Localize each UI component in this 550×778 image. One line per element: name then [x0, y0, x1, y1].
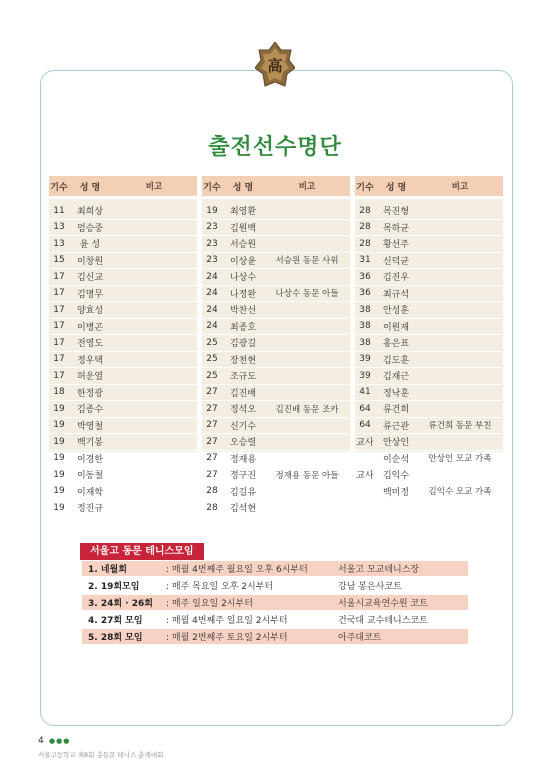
roster-row: [355, 319, 503, 336]
row-gen: 31: [359, 255, 371, 266]
row-gen: 17: [53, 271, 65, 282]
roster-row: [202, 500, 350, 517]
roster-row: [202, 203, 350, 220]
row-name: 백미정: [382, 487, 410, 498]
row-gen: 28: [206, 502, 218, 513]
row-name: 김종수: [76, 405, 104, 416]
row-name: 박영철: [76, 421, 104, 432]
row-gen: 17: [53, 370, 65, 381]
page-dots: ●●●: [49, 737, 71, 745]
row-name: 이경한: [76, 454, 104, 465]
roster-row: [355, 335, 503, 352]
clubs-section-label: 서울고 동문 테니스모임: [80, 543, 204, 560]
row-gen: 17: [53, 321, 65, 332]
roster-row: [49, 253, 197, 270]
row-name: 박찬선: [229, 306, 257, 317]
row-name: 김진배: [229, 388, 257, 399]
row-name: 최종호: [229, 322, 257, 333]
row-gen: 19: [53, 486, 65, 497]
roster-row: [49, 352, 197, 369]
header-note: 비고: [145, 182, 163, 192]
roster-row: [202, 418, 350, 435]
row-gen: 24: [206, 304, 218, 315]
row-note: 류건희 동문 부친: [428, 421, 492, 432]
club-place: 서울시교육연수원 코트: [338, 599, 428, 609]
club-row: [82, 578, 468, 593]
row-gen: 36: [359, 288, 371, 299]
row-gen: 15: [53, 255, 65, 266]
row-gen: 36: [359, 271, 371, 282]
row-name: 김신교: [76, 273, 104, 284]
header-gen: 기수: [203, 182, 221, 193]
roster-row: [355, 203, 503, 220]
roster-row: [202, 302, 350, 319]
club-name: 5. 28회 모임: [88, 633, 143, 643]
club-place: 건국대 교수테니스코트: [338, 616, 428, 626]
row-gen: 19: [53, 420, 65, 431]
row-gen: 27: [206, 453, 218, 464]
roster-row: [49, 220, 197, 237]
row-gen: 17: [53, 354, 65, 365]
row-name: 최희상: [76, 207, 104, 218]
row-gen: 38: [359, 321, 371, 332]
roster-column-body: [49, 199, 197, 515]
roster-column: [355, 176, 503, 498]
row-gen: 19: [53, 436, 65, 447]
row-gen: 교사: [356, 438, 374, 449]
row-gen: 27: [206, 469, 218, 480]
row-gen: 28: [359, 222, 371, 233]
roster-row: [202, 368, 350, 385]
row-name: 홍은표: [382, 339, 410, 350]
header-note: 비고: [451, 182, 469, 192]
roster-column: [49, 176, 197, 515]
roster-row: [355, 269, 503, 286]
roster-row: [202, 352, 350, 369]
row-name: 정우택: [76, 355, 104, 366]
club-name: 2. 19회모임: [88, 582, 140, 592]
row-gen: 23: [206, 255, 218, 266]
row-gen: 19: [206, 205, 218, 216]
row-name: 양효성: [76, 306, 104, 317]
row-gen: 교사: [356, 471, 374, 482]
roster-row: [202, 467, 350, 484]
row-gen: 27: [206, 436, 218, 447]
row-name: 서승원: [229, 240, 257, 251]
roster-row: [49, 286, 197, 303]
roster-row: [355, 236, 503, 253]
row-name: 한정광: [76, 388, 104, 399]
roster-row: [49, 335, 197, 352]
school-emblem-icon: [255, 42, 295, 90]
roster-row: [355, 467, 503, 484]
row-gen: 17: [53, 337, 65, 348]
roster-row: [355, 220, 503, 237]
row-name: 김재근: [382, 372, 410, 383]
roster-row: [49, 434, 197, 451]
roster-column-header: [355, 176, 503, 196]
roster-row: [202, 236, 350, 253]
club-schedule: : 매월 4번째주 월요일 오후 6시부터: [166, 565, 308, 575]
row-gen: 17: [53, 288, 65, 299]
row-name: 허운열: [76, 372, 104, 383]
row-name: 김원백: [229, 223, 257, 234]
row-name: 정석오: [229, 405, 257, 416]
row-gen: 64: [359, 420, 371, 431]
row-gen: 19: [53, 469, 65, 480]
roster-row: [49, 269, 197, 286]
roster-row: [202, 401, 350, 418]
row-note: 김익수 모교 가족: [428, 487, 492, 498]
row-name: 정재용: [229, 454, 257, 465]
row-gen: 41: [359, 387, 371, 398]
club-row: [82, 612, 468, 627]
row-gen: 27: [206, 420, 218, 431]
roster-row: [49, 302, 197, 319]
roster-row: [355, 451, 503, 468]
row-name: 이상윤: [229, 256, 257, 267]
row-gen: 25: [206, 337, 218, 348]
row-name: 안상인: [382, 438, 410, 449]
club-row: [82, 561, 468, 576]
row-gen: 27: [206, 387, 218, 398]
row-name: 황선주: [382, 240, 410, 251]
page-number: 4: [38, 736, 44, 746]
roster-row: [202, 220, 350, 237]
row-gen: 24: [206, 288, 218, 299]
row-name: 이동철: [76, 471, 104, 482]
clubs-list: [82, 561, 468, 646]
row-name: 김길유: [229, 487, 257, 498]
roster-row: [355, 385, 503, 402]
roster-column-header: [49, 176, 197, 196]
club-place: 아주대코트: [338, 633, 382, 643]
roster-row: [49, 401, 197, 418]
row-name: 윤 성: [79, 240, 101, 251]
roster-row: [202, 335, 350, 352]
row-gen: 28: [206, 486, 218, 497]
row-name: 전영도: [76, 339, 104, 350]
row-name: 정낙훈: [382, 388, 410, 399]
footer-text: 서울고등학교 제8회 총동문 테니스 춘계대회: [38, 751, 164, 759]
roster-row: [202, 253, 350, 270]
row-name: 이재학: [76, 487, 104, 498]
row-name: 이원재: [382, 322, 410, 333]
row-gen: 18: [53, 387, 65, 398]
emblem-char: 高: [267, 57, 283, 75]
roster-row: [49, 319, 197, 336]
row-note: 김진배 동문 조카: [275, 404, 339, 415]
row-name: 최규석: [382, 289, 410, 300]
roster-row: [49, 203, 197, 220]
roster-row: [202, 319, 350, 336]
roster-column-header: [202, 176, 350, 196]
roster-row: [202, 451, 350, 468]
roster-row: [355, 302, 503, 319]
roster-column-body: [355, 199, 503, 498]
row-gen: 25: [206, 370, 218, 381]
row-gen: 19: [53, 403, 65, 414]
row-name: 김진우: [382, 273, 410, 284]
row-note: 안상인 모교 가족: [428, 454, 492, 465]
row-gen: 39: [359, 354, 371, 365]
row-name: 오승렬: [229, 438, 257, 449]
roster-row: [355, 484, 503, 501]
club-place: 서울고 모교테니스장: [338, 565, 420, 575]
row-name: 김광길: [229, 339, 257, 350]
club-name: 1. 네월회: [88, 565, 127, 575]
roster-row: [355, 352, 503, 369]
row-name: 류건희: [382, 405, 410, 416]
roster-row: [49, 484, 197, 501]
club-row: [82, 595, 468, 610]
row-gen: 27: [206, 403, 218, 414]
row-note: 서승원 동문 사위: [275, 256, 339, 267]
roster-row: [355, 434, 503, 451]
row-name: 김도훈: [382, 355, 410, 366]
row-gen: 13: [53, 238, 65, 249]
row-gen: 39: [359, 370, 371, 381]
row-name: 이병곤: [76, 322, 104, 333]
roster-row: [355, 368, 503, 385]
row-name: 김명무: [76, 289, 104, 300]
row-name: 김익수: [382, 471, 410, 482]
roster-row: [49, 467, 197, 484]
roster-row: [49, 368, 197, 385]
row-name: 정구진: [229, 471, 257, 482]
header-gen: 기수: [356, 182, 374, 193]
row-note: 나상수 동문 아들: [275, 289, 339, 300]
row-name: 김석현: [229, 504, 257, 515]
roster-row: [202, 269, 350, 286]
roster-row: [49, 418, 197, 435]
row-name: 정진규: [76, 504, 104, 515]
row-name: 백기봉: [76, 438, 104, 449]
row-gen: 24: [206, 271, 218, 282]
header-name: 성 명: [232, 182, 254, 193]
club-schedule: : 매월 2번째주 토요일 2시부터: [166, 633, 288, 643]
row-name: 장천현: [229, 355, 257, 366]
row-name: 신기수: [229, 421, 257, 432]
row-name: 최영환: [229, 207, 257, 218]
club-schedule: : 매월 4번째주 일요일 2시부터: [166, 616, 288, 626]
roster-row: [49, 385, 197, 402]
row-gen: 38: [359, 337, 371, 348]
header-gen: 기수: [50, 182, 68, 193]
row-gen: 13: [53, 222, 65, 233]
club-name: 3. 24회 · 26회: [88, 599, 153, 609]
row-gen: 25: [206, 354, 218, 365]
row-gen: 28: [359, 238, 371, 249]
club-row: [82, 629, 468, 644]
row-name: 이순석: [382, 454, 410, 465]
row-gen: 19: [53, 453, 65, 464]
roster-row: [202, 385, 350, 402]
club-place: 강남 봉은사코트: [338, 582, 402, 592]
club-schedule: : 매주 일요일 2시부터: [166, 599, 253, 609]
roster-row: [49, 236, 197, 253]
row-name: 목하균: [382, 223, 410, 234]
row-name: 목진형: [382, 207, 410, 218]
roster-row: [355, 286, 503, 303]
row-gen: 11: [53, 205, 65, 216]
roster-row: [355, 500, 503, 517]
club-schedule: : 매주 목요일 오후 2시부터: [166, 582, 274, 592]
row-gen: 38: [359, 304, 371, 315]
roster-row: [202, 484, 350, 501]
row-gen: 28: [359, 205, 371, 216]
roster-row: [49, 500, 197, 517]
row-name: 조규도: [229, 372, 257, 383]
roster-row: [355, 418, 503, 435]
row-gen: 23: [206, 238, 218, 249]
row-name: 이창원: [76, 256, 104, 267]
row-name: 나상수: [229, 273, 257, 284]
row-gen: 24: [206, 321, 218, 332]
header-note: 비고: [298, 182, 316, 192]
row-gen: 23: [206, 222, 218, 233]
row-name: 엄승중: [76, 223, 104, 234]
row-name: 류근관: [382, 421, 410, 432]
row-gen: 17: [53, 304, 65, 315]
row-name: 나정완: [229, 289, 257, 300]
row-name: 신덕균: [382, 256, 410, 267]
club-name: 4. 27회 모임: [88, 616, 143, 626]
roster-column-body: [202, 199, 350, 515]
row-gen: 19: [53, 502, 65, 513]
roster-row: [49, 451, 197, 468]
header-name: 성 명: [79, 182, 101, 193]
roster-column: [202, 176, 350, 515]
roster-row: [355, 253, 503, 270]
row-gen: 64: [359, 403, 371, 414]
roster-row: [202, 434, 350, 451]
roster-row: [355, 401, 503, 418]
header-name: 성 명: [385, 182, 407, 193]
row-name: 안성훈: [382, 306, 410, 317]
row-note: 정재용 동문 아들: [275, 470, 339, 481]
page-title: 출전선수명단: [208, 135, 342, 160]
roster-row: [202, 286, 350, 303]
